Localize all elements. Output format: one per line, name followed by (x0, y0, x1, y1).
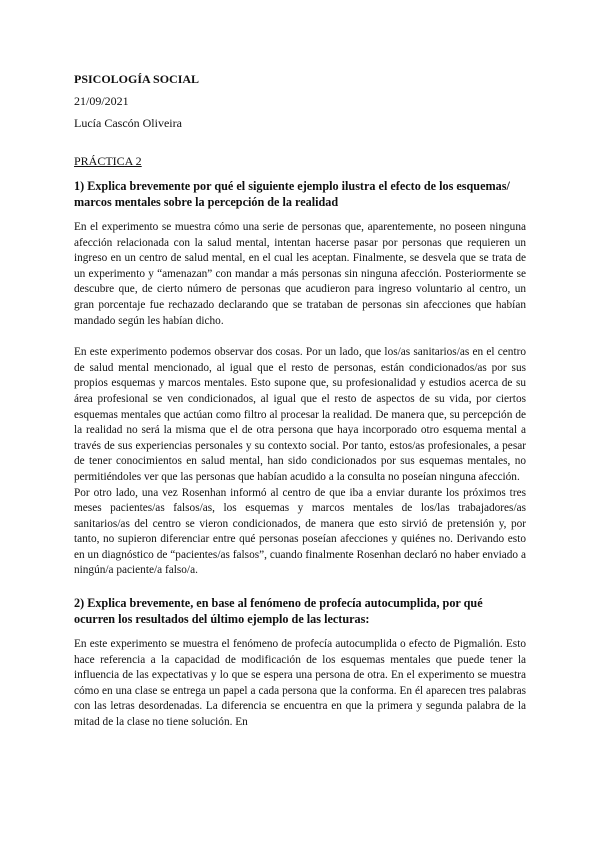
section-1-paragraph-2: En este experimento podemos observar dos cosas. Por un lado, que los/as sanitarios/as en el centro de salud mental mencionado, al igual que el resto de personas, están condicionados/as por sus propios esquemas y marcos mentales. Esto supone que, su profesionalidad y estudios acerca de su área profesional se ven condicionados, al igual que el resto de aspectos de su vida, por ciertos esquemas mentales que actúan como filtro al procesar la realidad. De manera que, su percepción de la realidad no será la misma que el de otra persona que haya incorporado otro esquema mental a través de sus experiencias personales y su contexto social. Por tanto, estos/as profesionales, a pesar de tener conocimientos en salud mental, han sido condicionados por sus esquemas mentales, no permitiéndoles ver que las personas que habían acudido a la consulta no poseían ninguna afección. (74, 346, 526, 483)
author-name: Lucía Cascón Oliveira (74, 116, 182, 130)
practice-heading: PRÁCTICA 2 (74, 154, 142, 168)
course-title: PSICOLOGÍA SOCIAL (74, 72, 200, 86)
question-2: 2) Explica brevemente, en base al fenómeno de profecía autocumplida, por qué ocurren los resultados del último ejemplo de las lecturas: (74, 596, 483, 627)
question-1: 1) Explica brevemente por qué el siguiente ejemplo ilustra el efecto de los esquemas/ marcos mentales sobre la percepción de la realidad (74, 179, 510, 209)
document-date: 21/09/2021 (74, 94, 129, 108)
section-1-paragraph-3: Por otro lado, una vez Rosenhan informó al centro de que iba a enviar durante los próximos tres meses pacientes/as falsos/as, los esquemas y marcos mentales de los/las trabajadores/as sanitarios/as del centro se vieron condicionados, de manera que esto sirvió de pretensión y, por tanto, no supieron diferenciar entre qué personas poseían afecciones y quiénes no. Derivando esto en un diagnóstico de “pacientes/as falsos”, cuando finalmente Rosenhan declaró no haber enviado a ningún/a paciente/a falso/a. (74, 486, 526, 577)
section-2 (74, 595, 526, 731)
section-1-paragraph-1: En el experimento se muestra cómo una serie de personas que, aparentemente, no poseen ninguna afección relacionada con la salud mental, intentan hacerse pasar por personas que requieren un ingreso en un centro de salud mental, en el cual les aceptan. Finalmente, se desvela que se trata de un experimento y “amenazan” con mandar a más personas sin ninguna afección. Posteriormente se descubre que, de cierto número de personas que acudieron para ingreso voluntario al centro, un gran porcentaje fue rechazado declarando que se trataban de personas sin afecciones que habían mandado según les habían dicho. (74, 221, 526, 327)
section-2-paragraph-1: En este experimento se muestra el fenómeno de profecía autocumplida o efecto de Pigmalión. Esto hace referencia a la capacidad de modificación de los esquemas mentales que puede tener la influencia de las expectativas y lo que se espera una persona de otra. En el experimento se muestra cómo en una clase se entrega un papel a cada persona que la conforma. En él aparecen tres palabras con las letras desordenadas. La diferencia se encuentra en que la primera y segunda palabra de la mitad de la clase no tiene solución. En (74, 638, 526, 729)
section-1 (74, 178, 526, 579)
